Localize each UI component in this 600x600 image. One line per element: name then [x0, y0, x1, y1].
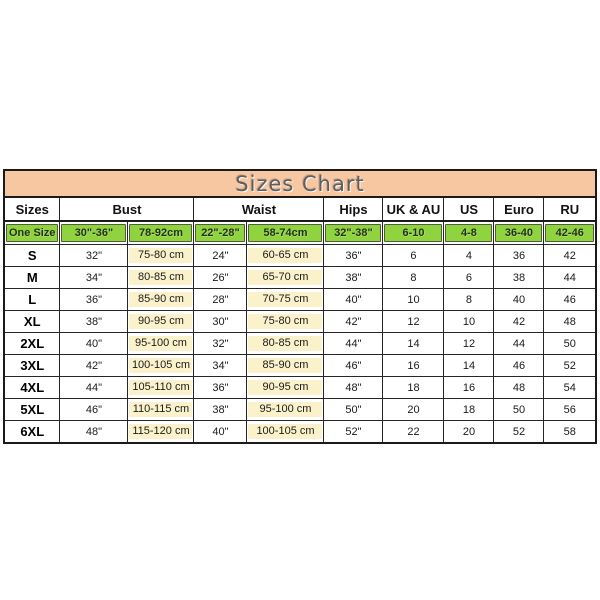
- one-size-cell: [544, 221, 596, 245]
- table-cell: 34": [194, 355, 247, 377]
- table-cell: 36: [494, 245, 544, 267]
- table-cell: 52: [494, 421, 544, 444]
- cream-highlight: 95-100 cm: [248, 402, 322, 417]
- table-row: [4, 267, 596, 289]
- one-size-cell: [383, 221, 444, 245]
- table-row: [4, 245, 596, 267]
- one-size-cell: [60, 221, 128, 245]
- table-cell: [247, 311, 324, 333]
- table-cell: 38: [494, 267, 544, 289]
- table-row: [4, 289, 596, 311]
- green-highlight: 4-8: [445, 224, 492, 242]
- one-size-cell: [444, 221, 494, 245]
- table-cell: 10: [444, 311, 494, 333]
- size-label: M: [4, 267, 60, 289]
- table-cell: 10: [383, 289, 444, 311]
- one-size-cell: [324, 221, 383, 245]
- table-body: [4, 245, 596, 444]
- table-cell: [247, 377, 324, 399]
- column-header: Waist: [194, 197, 324, 221]
- table-cell: 22: [383, 421, 444, 444]
- table-cell: 40": [194, 421, 247, 444]
- table-cell: 48": [324, 377, 383, 399]
- table-cell: 26": [194, 267, 247, 289]
- table-cell: 44": [60, 377, 128, 399]
- table-cell: [128, 245, 194, 267]
- table-cell: 36": [324, 245, 383, 267]
- size-label: XL: [4, 311, 60, 333]
- table-cell: 36": [194, 377, 247, 399]
- table-cell: 18: [444, 399, 494, 421]
- cream-highlight: 60-65 cm: [248, 248, 322, 263]
- table-cell: 48: [494, 377, 544, 399]
- cream-highlight: 95-100 cm: [129, 336, 192, 351]
- table-cell: [247, 421, 324, 444]
- table-cell: 44": [324, 333, 383, 355]
- chart-title: Sizes Chart: [4, 170, 596, 197]
- sizes-chart-table: [3, 169, 597, 444]
- green-highlight: 58-74cm: [248, 224, 322, 242]
- column-header: Sizes: [4, 197, 60, 221]
- table-cell: [247, 289, 324, 311]
- table-cell: 32": [60, 245, 128, 267]
- table-cell: 6: [383, 245, 444, 267]
- table-row: [4, 377, 596, 399]
- table-cell: 8: [444, 289, 494, 311]
- one-size-row: [4, 221, 596, 245]
- table-cell: 38": [60, 311, 128, 333]
- table-row: [4, 355, 596, 377]
- table-cell: [247, 333, 324, 355]
- cream-highlight: 90-95 cm: [129, 314, 192, 329]
- table-cell: 46": [324, 355, 383, 377]
- table-cell: 44: [494, 333, 544, 355]
- table-cell: 14: [383, 333, 444, 355]
- green-highlight: 36-40: [495, 224, 542, 242]
- table-cell: 8: [383, 267, 444, 289]
- column-header: RU: [544, 197, 596, 221]
- table-cell: 38": [324, 267, 383, 289]
- cream-highlight: 80-85 cm: [248, 336, 322, 351]
- one-size-cell: [494, 221, 544, 245]
- cream-highlight: 100-105 cm: [248, 424, 322, 439]
- table-cell: [128, 267, 194, 289]
- one-size-label-cell: [4, 221, 60, 245]
- table-row: [4, 399, 596, 421]
- table-cell: 16: [444, 377, 494, 399]
- table-cell: [247, 245, 324, 267]
- size-label: 6XL: [4, 421, 60, 444]
- table-cell: 20: [444, 421, 494, 444]
- column-header: Hips: [324, 197, 383, 221]
- table-cell: 50: [544, 333, 596, 355]
- column-header: Bust: [60, 197, 194, 221]
- table-cell: 14: [444, 355, 494, 377]
- green-highlight: 22"-28": [195, 224, 245, 242]
- table-cell: 46: [544, 289, 596, 311]
- green-highlight: One Size: [6, 224, 59, 242]
- cream-highlight: 80-85 cm: [129, 270, 192, 285]
- table-cell: 18: [383, 377, 444, 399]
- table-cell: 50: [494, 399, 544, 421]
- table-cell: [128, 311, 194, 333]
- table-cell: 48": [60, 421, 128, 444]
- table-cell: 38": [194, 399, 247, 421]
- table-row: [4, 333, 596, 355]
- size-label: S: [4, 245, 60, 267]
- table-cell: 12: [444, 333, 494, 355]
- table-cell: 16: [383, 355, 444, 377]
- green-highlight: 30"-36": [61, 224, 126, 242]
- table-cell: [128, 355, 194, 377]
- cream-highlight: 65-70 cm: [248, 270, 322, 285]
- cream-highlight: 75-80 cm: [129, 248, 192, 263]
- green-highlight: 78-92cm: [129, 224, 192, 242]
- size-label: 5XL: [4, 399, 60, 421]
- green-highlight: 6-10: [384, 224, 442, 242]
- table-cell: 42: [494, 311, 544, 333]
- size-label: 2XL: [4, 333, 60, 355]
- table-cell: 40: [494, 289, 544, 311]
- table-cell: 48: [544, 311, 596, 333]
- cream-highlight: 105-110 cm: [129, 380, 192, 395]
- table-cell: [128, 377, 194, 399]
- table-cell: 52: [544, 355, 596, 377]
- table-cell: 40": [324, 289, 383, 311]
- cream-highlight: 70-75 cm: [248, 292, 322, 307]
- table-cell: [128, 333, 194, 355]
- header-row: [4, 197, 596, 221]
- table-cell: [247, 267, 324, 289]
- column-header: Euro: [494, 197, 544, 221]
- table-cell: 4: [444, 245, 494, 267]
- cream-highlight: 100-105 cm: [129, 358, 192, 373]
- green-highlight: 42-46: [545, 224, 594, 242]
- green-highlight: 32"-38": [325, 224, 381, 242]
- table-cell: 24": [194, 245, 247, 267]
- size-label: L: [4, 289, 60, 311]
- table-cell: 44: [544, 267, 596, 289]
- table-cell: 40": [60, 333, 128, 355]
- cream-highlight: 85-90 cm: [129, 292, 192, 307]
- cream-highlight: 110-115 cm: [129, 402, 192, 417]
- table-cell: 30": [194, 311, 247, 333]
- column-header: US: [444, 197, 494, 221]
- table-cell: 42: [544, 245, 596, 267]
- table-cell: 36": [60, 289, 128, 311]
- cream-highlight: 115-120 cm: [129, 424, 192, 439]
- table-cell: 12: [383, 311, 444, 333]
- table-cell: 50": [324, 399, 383, 421]
- table-cell: 28": [194, 289, 247, 311]
- cream-highlight: 85-90 cm: [248, 358, 322, 373]
- table-cell: 56: [544, 399, 596, 421]
- table-cell: [247, 399, 324, 421]
- table-row: [4, 311, 596, 333]
- table-cell: [128, 399, 194, 421]
- cream-highlight: 90-95 cm: [248, 380, 322, 395]
- one-size-cell: [247, 221, 324, 245]
- column-header: UK & AU: [383, 197, 444, 221]
- title-row: [4, 170, 596, 197]
- table-cell: 42": [324, 311, 383, 333]
- cream-highlight: 75-80 cm: [248, 314, 322, 329]
- table-cell: [128, 421, 194, 444]
- size-label: 4XL: [4, 377, 60, 399]
- table-cell: 58: [544, 421, 596, 444]
- table-cell: [247, 355, 324, 377]
- table-cell: 42": [60, 355, 128, 377]
- table-cell: 52": [324, 421, 383, 444]
- table-row: [4, 421, 596, 444]
- one-size-cell: [128, 221, 194, 245]
- table-cell: 34": [60, 267, 128, 289]
- table-cell: 20: [383, 399, 444, 421]
- one-size-cell: [194, 221, 247, 245]
- table-cell: 54: [544, 377, 596, 399]
- table-cell: [128, 289, 194, 311]
- size-label: 3XL: [4, 355, 60, 377]
- table-cell: 6: [444, 267, 494, 289]
- table-cell: 32": [194, 333, 247, 355]
- table-cell: 46: [494, 355, 544, 377]
- table-cell: 46": [60, 399, 128, 421]
